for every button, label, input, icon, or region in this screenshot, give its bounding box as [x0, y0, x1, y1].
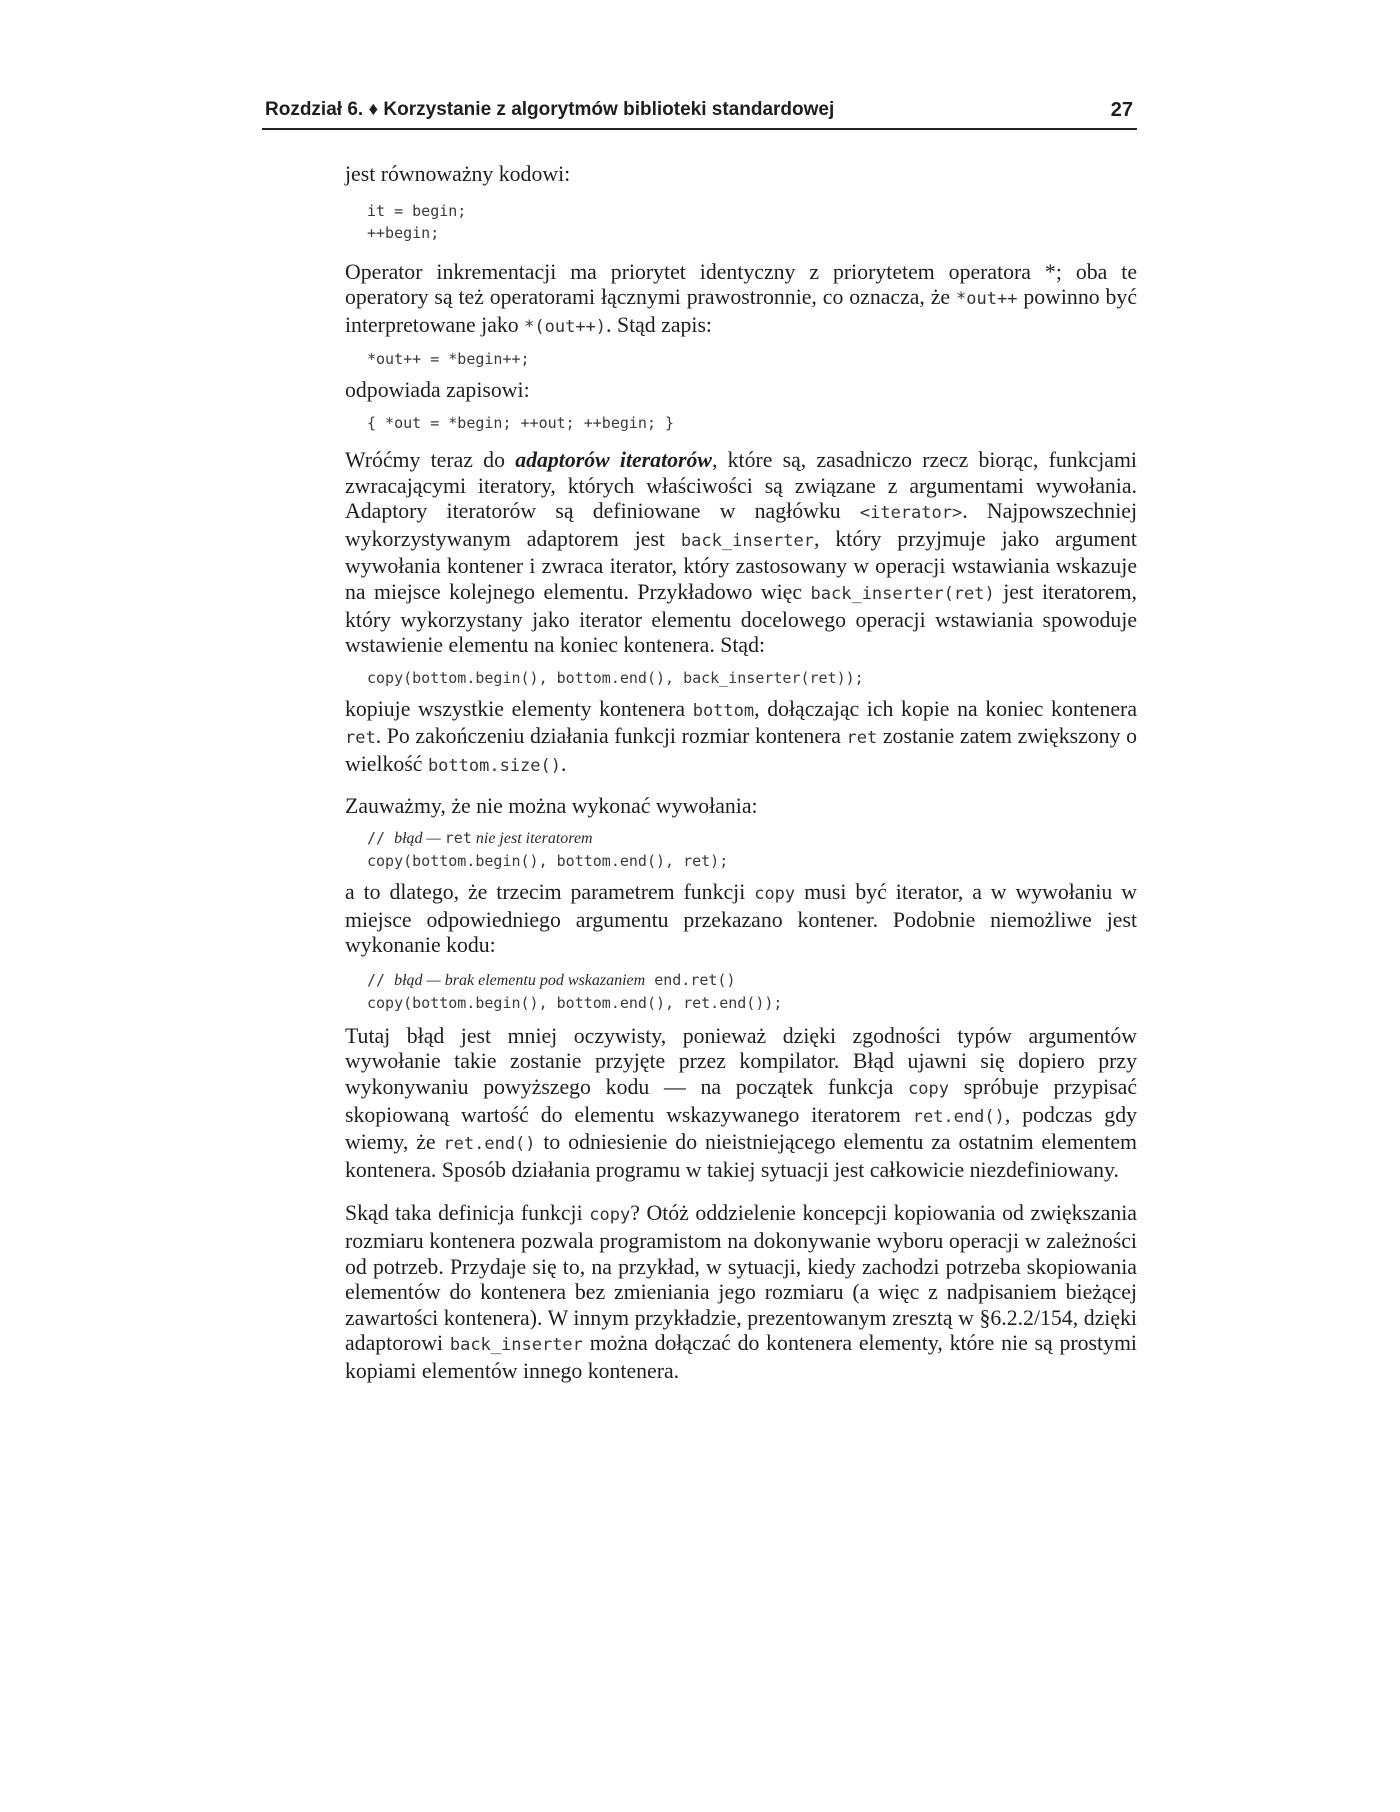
code-line: copy(bottom.begin(), bottom.end(), ret);	[367, 852, 729, 871]
page-body	[345, 162, 1137, 1385]
inline-code: ret.end()	[443, 1134, 536, 1155]
comment-text: błąd	[394, 830, 423, 848]
text-run: , które są, zasadniczo rzecz biorąc, funkcjami zwracającymi iteratory, których właściwości są związane z argumentami wywołania. Adaptory iteratorów są definiowane w nagłówku	[345, 447, 1137, 524]
comment-code: ret	[444, 829, 472, 848]
running-header	[262, 98, 1137, 130]
page-number: 27	[1110, 99, 1133, 121]
text-run: , który przyjmuje jako argument wywołania kontener i zwraca iterator, który zastosowany w operacji wstawiania wskazuje na miejsce kolejnego elementu. Przykładowo więc	[345, 526, 1137, 604]
chapter-title: Rozdział 6. ♦ Korzystanie z algorytmów biblioteki standardowej	[265, 99, 835, 120]
text-run: . Najpowszechniej wykorzystywanym adaptorem jest	[345, 499, 1137, 551]
inline-code: bottom	[692, 700, 755, 721]
emphasis-term: adaptorów iteratorów	[515, 447, 712, 472]
code-comment-line	[367, 827, 1137, 850]
text-run: , dołączając ich kopie na koniec kontenera	[754, 696, 1137, 721]
code-block-3	[345, 412, 1137, 434]
code-line: ++begin;	[367, 223, 440, 242]
inline-code: back_inserter	[680, 530, 814, 551]
code-block-4	[345, 667, 1137, 689]
code-block-1	[345, 200, 1137, 244]
code-line: { *out = *begin; ++out; ++begin; }	[367, 413, 675, 432]
code-comment-line	[367, 969, 1137, 992]
text-run: a to dlatego, że trzecim parametrem funkcji	[345, 880, 755, 905]
comment-text: błąd — brak elementu pod wskazaniem	[394, 971, 646, 989]
comment-marker: //	[367, 970, 395, 989]
text-run: . Stąd zapis:	[606, 312, 712, 337]
code-block-5	[345, 827, 1137, 872]
code-block-2	[345, 348, 1137, 370]
inline-code: *(out++)	[524, 316, 607, 337]
text-run: Skąd taka definicja funkcji	[345, 1201, 590, 1226]
text-run: kopiuje wszystkie elementy kontenera	[345, 696, 693, 721]
text-run: to odniesienie do nieistniejącego elementu za ostatnim elementem kontenera. Sposób działania programu w takiej sytuacji jest całkowicie niezdefiniowany.	[345, 1130, 1137, 1182]
paragraph-1: jest równoważny kodowi:	[345, 162, 571, 186]
inline-code: back_inserter(ret)	[810, 583, 995, 604]
inline-code: bottom.size()	[427, 755, 561, 776]
code-line: copy(bottom.begin(), bottom.end(), ret.end());	[367, 993, 783, 1012]
paragraph-4	[345, 448, 1137, 659]
text-run: spróbuje przypisać skopiowaną wartość do elementu wskazywanego iteratorem	[345, 1075, 1137, 1127]
paragraph-2	[345, 260, 1137, 341]
text-run: musi być iterator, a w wywołaniu w miejsce odpowiedniego argumentu przekazano kontener. Podobnie niemożliwe jest wykonanie kodu:	[345, 880, 1137, 958]
text-run: .	[561, 751, 567, 776]
inline-code: copy	[908, 1079, 949, 1100]
inline-code: copy	[589, 1205, 631, 1226]
paragraph-7	[345, 880, 1137, 959]
comment-code: end.ret()	[645, 970, 736, 989]
inline-code: ret.end()	[912, 1106, 1005, 1127]
text-run: zostanie zatem zwiększony o wielkość	[345, 724, 1137, 776]
code-block-6	[345, 969, 1137, 1014]
inline-code: ret	[846, 728, 878, 749]
code-line: *out++ = *begin++;	[367, 350, 530, 369]
code-line: it = begin;	[367, 201, 467, 220]
inline-code: copy	[754, 884, 796, 905]
code-line: copy(bottom.begin(), bottom.end(), back_inserter(ret));	[367, 668, 864, 687]
paragraph-6: Zauważmy, że nie można wykonać wywołania:	[345, 793, 758, 818]
text-run: Tutaj błąd jest mniej oczywisty, ponieważ dzięki zgodności typów argumentów wywołanie takie zostanie przyjęte przez kompilator. Błąd ujawni się dopiero przy wykonywaniu powyższego kodu — na początek funkcja	[345, 1023, 1137, 1100]
inline-code: <iterator>	[859, 503, 963, 524]
comment-marker: //	[367, 829, 395, 848]
text-run: można dołączać do kontenera elementy, które nie są prostymi kopiami elementów innego kontenera.	[345, 1331, 1137, 1383]
inline-code: *out++	[956, 289, 1018, 310]
text-run: Operator inkrementacji ma priorytet identyczny z priorytetem operatora *; oba te operatory są też operatorami łącznymi prawostronnie, co oznacza, że	[345, 259, 1137, 310]
text-run: ? Otóż oddzielenie koncepcji kopiowania od zwiększania rozmiaru kontenera pozwala programistom na dokonywanie wyboru operacji w zależności od potrzeb. Przydaje się to, na przykład, w sytuacji, kiedy zachodzi potrzeba skopiowania elementów do kontenera bez zmieniania jego rozmiaru (a więc z nadpisaniem bieżącej zawartości kontenera). W innym przykładzie, prezentowanym zresztą w §6.2.2/154, dzięki adaptorowi	[345, 1201, 1137, 1356]
comment-dash: —	[422, 830, 445, 848]
text-run: . Po zakończeniu działania funkcji rozmiar kontenera	[375, 724, 847, 749]
paragraph-3: odpowiada zapisowi:	[345, 378, 530, 403]
inline-code: ret	[345, 728, 376, 749]
paragraph-5	[345, 697, 1137, 780]
text-run: , podczas gdy wiemy, że	[345, 1102, 1137, 1155]
inline-code: back_inserter	[449, 1335, 583, 1356]
paragraph-8	[345, 1024, 1137, 1184]
text-run: powinno być interpretowane jako	[345, 285, 1137, 337]
comment-text: nie jest iteratorem	[471, 830, 593, 848]
paragraph-9	[345, 1201, 1137, 1384]
text-run: Wróćmy teraz do	[345, 447, 516, 472]
text-run: jest iteratorem, który wykorzystany jako iterator elementu docelowego operacji wstawiania spowoduje wstawienie elementu na koniec kontenera. Stąd:	[345, 579, 1137, 658]
